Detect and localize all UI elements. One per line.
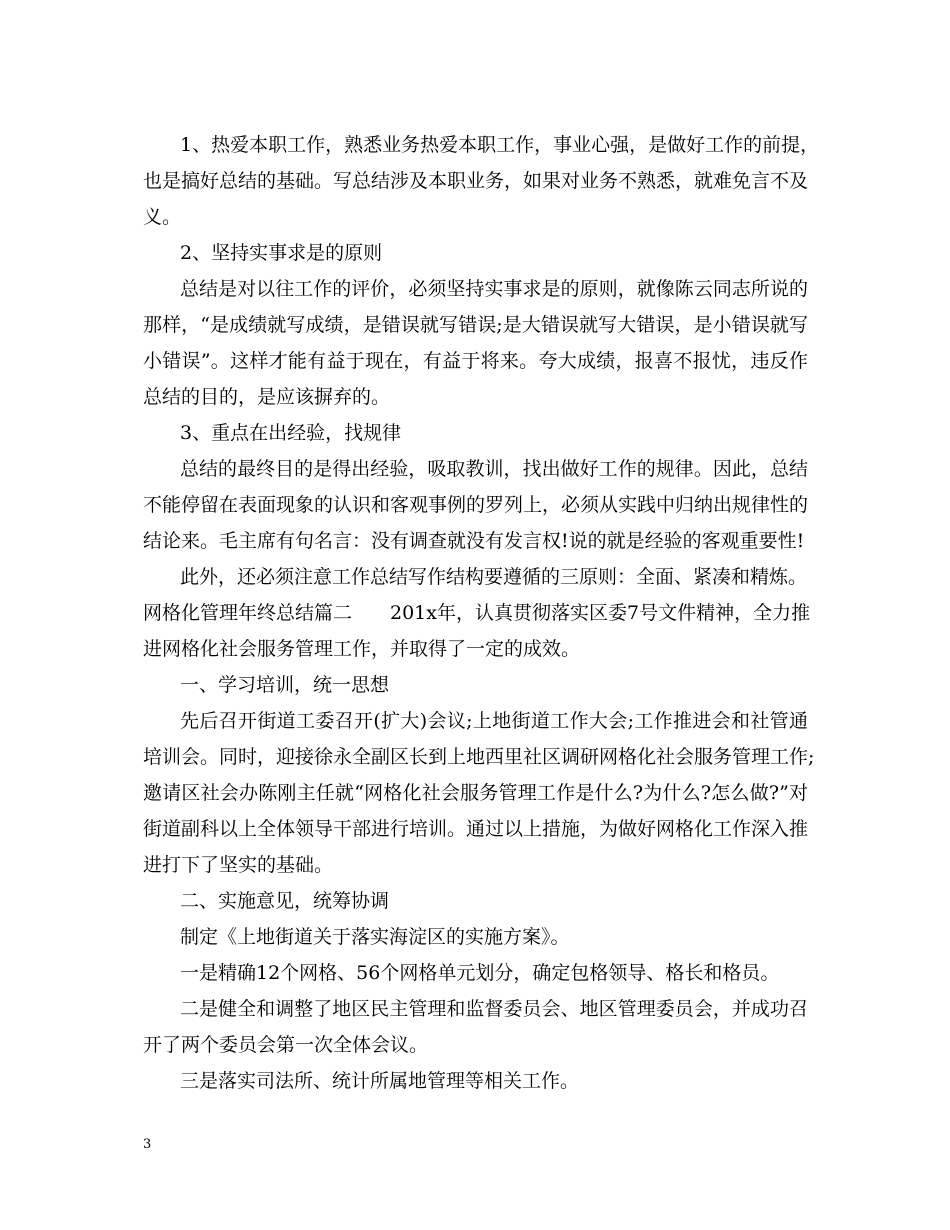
text-line: 不能停留在表面现象的认识和客观事例的罗列上，必须从实践中归纳出规律性的: [143, 494, 809, 516]
document-body: [143, 127, 820, 1099]
text-line: 街道副科以上全体领导干部进行培训。通过以上措施，为做好网格化工作深入推: [143, 818, 809, 840]
text-line: 总结是对以往工作的评价，必须坚持实事求是的原则，就像陈云同志所说的: [180, 278, 808, 300]
text-line: 小错误”。这样才能有益于现在，有益于将来。夸大成绩，报喜不报忧，违反作: [143, 350, 808, 372]
text-line: 总结的目的，是应该摒弃的。: [143, 386, 391, 408]
text-line: 那样，“是成绩就写成绩，是错误就写错误;是大错误就写大错误，是小错误就写: [143, 314, 808, 336]
text-line: 此外，还必须注意工作总结写作结构要遵循的三原则：全面、紧凑和精炼。: [180, 566, 808, 588]
text-line: 先后召开街道工委召开(扩大)会议;上地街道工作大会;工作推进会和社管通: [180, 710, 808, 732]
text-line: 二、实施意见，统筹协调: [180, 890, 390, 912]
text-line: 总结的最终目的是得出经验，吸取教训，找出做好工作的规律。因此，总结: [180, 458, 808, 480]
text-line: 3、重点在出经验，找规律: [180, 422, 402, 444]
text-line: 培训会。同时，迎接徐永全副区长到上地西里社区调研网格化社会服务管理工作;: [143, 746, 815, 768]
text-line: 网格化管理年终总结篇二 201x年，认真贯彻落实区委7号文件精神，全力推: [143, 602, 811, 624]
text-line: 二是健全和调整了地区民主管理和监督委员会、地区管理委员会，并成功召: [180, 998, 808, 1020]
text-line: 制定《上地街道关于落实海淀区的实施方案》。: [180, 926, 570, 948]
text-line: 2、坚持实事求是的原则: [180, 242, 383, 264]
text-line: 1、热爱本职工作，熟悉业务热爱本职工作，事业心强，是做好工作的前提，: [180, 134, 820, 156]
text-line: 开了两个委员会第一次全体会议。: [143, 1034, 429, 1056]
text-line: 进打下了坚实的基础。: [143, 854, 334, 876]
text-line: 一、学习培训，统一思想: [180, 674, 390, 696]
text-line: 结论来。毛主席有句名言：没有调查就没有发言权!说的就是经验的客观重要性!: [143, 530, 805, 552]
text-line: 邀请区社会办陈刚主任就“网格化社会服务管理工作是什么?为什么?怎么做?”对: [143, 782, 808, 804]
text-line: 义。: [143, 206, 182, 228]
page-number: 3: [143, 1137, 152, 1152]
text-line: 进网格化社会服务管理工作，并取得了一定的成效。: [143, 638, 581, 660]
text-line: 三是落实司法所、统计所属地管理等相关工作。: [180, 1070, 580, 1092]
text-line: 也是搞好总结的基础。写总结涉及本职业务，如果对业务不熟悉，就难免言不及: [143, 170, 809, 192]
text-line: 一是精确12个网格、56个网格单元划分，确定包格领导、格长和格员。: [180, 962, 780, 984]
